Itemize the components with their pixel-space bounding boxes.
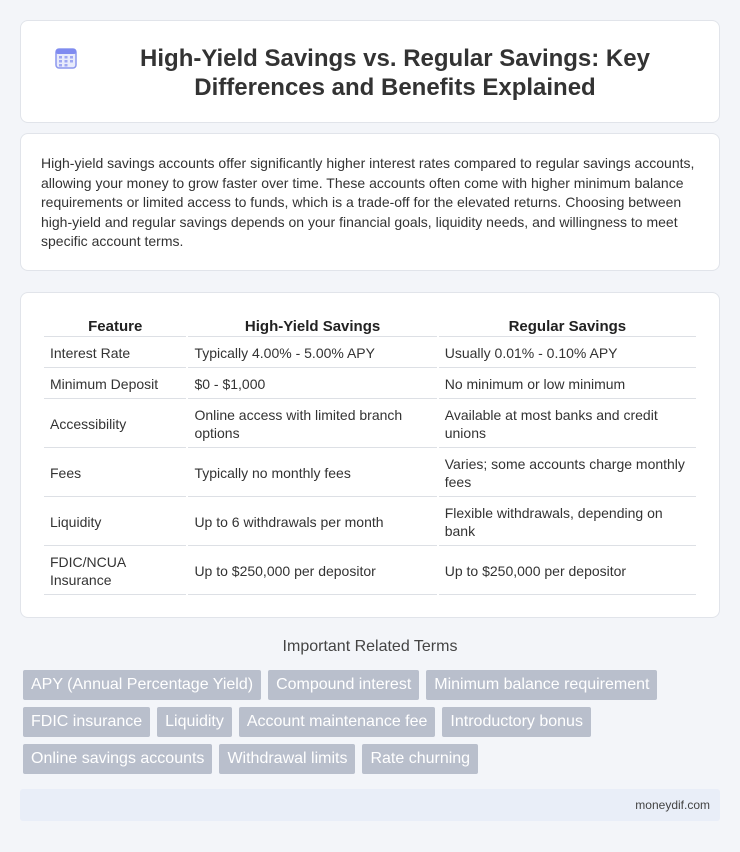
header-high-yield: High-Yield Savings bbox=[188, 317, 436, 337]
tag-rate-churning[interactable]: Rate churning bbox=[362, 744, 478, 774]
cell-feature: FDIC/NCUA Insurance bbox=[44, 548, 186, 595]
tag-row bbox=[23, 670, 723, 700]
tag-apy[interactable]: APY (Annual Percentage Yield) bbox=[23, 670, 261, 700]
table-header-row bbox=[44, 317, 696, 337]
tag-fdic-insurance[interactable]: FDIC insurance bbox=[23, 707, 150, 737]
table-row bbox=[44, 548, 696, 595]
cell-high-yield: Typically 4.00% - 5.00% APY bbox=[188, 339, 436, 368]
tag-compound-interest[interactable]: Compound interest bbox=[268, 670, 419, 700]
cell-regular: Usually 0.01% - 0.10% APY bbox=[439, 339, 696, 368]
tag-online-savings[interactable]: Online savings accounts bbox=[23, 744, 212, 774]
table-row bbox=[44, 370, 696, 399]
calendar-icon bbox=[55, 47, 77, 69]
tag-maintenance-fee[interactable]: Account maintenance fee bbox=[239, 707, 436, 737]
tag-row bbox=[23, 744, 723, 774]
header-regular: Regular Savings bbox=[439, 317, 696, 337]
tag-minimum-balance[interactable]: Minimum balance requirement bbox=[426, 670, 657, 700]
cell-high-yield: Up to $250,000 per depositor bbox=[188, 548, 436, 595]
cell-high-yield: Up to 6 withdrawals per month bbox=[188, 499, 436, 546]
related-terms-list bbox=[23, 670, 723, 781]
cell-high-yield: $0 - $1,000 bbox=[188, 370, 436, 399]
cell-regular: Available at most banks and credit unions bbox=[439, 401, 696, 448]
cell-feature: Fees bbox=[44, 450, 186, 497]
intro-card bbox=[20, 133, 720, 271]
tag-row bbox=[23, 707, 723, 737]
tag-withdrawal-limits[interactable]: Withdrawal limits bbox=[219, 744, 355, 774]
cell-feature: Accessibility bbox=[44, 401, 186, 448]
cell-regular: Up to $250,000 per depositor bbox=[439, 548, 696, 595]
title-card bbox=[20, 20, 720, 123]
footer bbox=[20, 789, 720, 821]
comparison-card bbox=[20, 292, 720, 618]
header-feature: Feature bbox=[44, 317, 186, 337]
cell-regular: Flexible withdrawals, depending on bank bbox=[439, 499, 696, 546]
cell-high-yield: Online access with limited branch options bbox=[188, 401, 436, 448]
tag-introductory-bonus[interactable]: Introductory bonus bbox=[442, 707, 591, 737]
table-row bbox=[44, 499, 696, 546]
intro-paragraph: High-yield savings accounts offer significantly higher interest rates compared to regular savings accounts, allowing your money to grow faster over time. These accounts often come with higher minimum balance requirements or limited access to funds, which is a trade-off for the elevated returns. Choosing between high-yield and regular savings depends on your financial goals, liquidity needs, and willingness to meet specific account terms. bbox=[41, 155, 695, 250]
footer-site[interactable]: moneydif.com bbox=[635, 798, 710, 812]
table-row bbox=[44, 450, 696, 497]
cell-feature: Liquidity bbox=[44, 499, 186, 546]
page-title: High-Yield Savings vs. Regular Savings: Key Differences and Benefits Explained bbox=[140, 45, 650, 101]
cell-feature: Interest Rate bbox=[44, 339, 186, 368]
related-terms-title: Important Related Terms bbox=[282, 638, 458, 655]
tag-liquidity[interactable]: Liquidity bbox=[157, 707, 232, 737]
comparison-table bbox=[42, 315, 698, 597]
cell-regular: Varies; some accounts charge monthly fees bbox=[439, 450, 696, 497]
table-row bbox=[44, 401, 696, 448]
cell-feature: Minimum Deposit bbox=[44, 370, 186, 399]
cell-regular: No minimum or low minimum bbox=[439, 370, 696, 399]
table-row bbox=[44, 339, 696, 368]
cell-high-yield: Typically no monthly fees bbox=[188, 450, 436, 497]
